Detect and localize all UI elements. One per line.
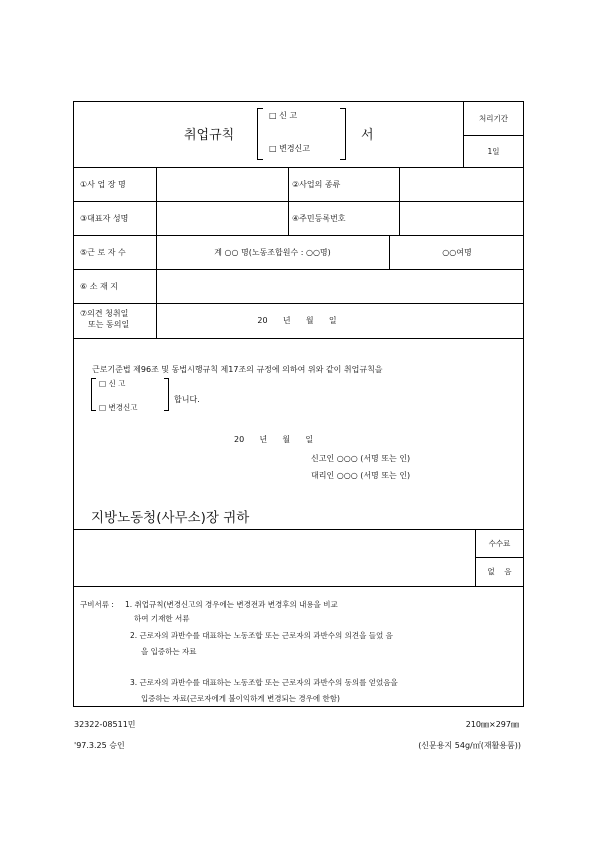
approval-date: '97.3.25 승인 — [74, 741, 125, 750]
documents-label: 구비서류 : — [80, 600, 114, 609]
paper-type: (신문용지 54g/㎡(재활용품)) — [418, 741, 521, 750]
title-option-change[interactable]: □ 변경신고 — [269, 144, 311, 153]
fee-value: 없 음 — [487, 567, 512, 576]
document-item-2: 2. 근로자의 과반수를 대표하는 노동조합 또는 근로자의 과반수의 의견을 들었 음 — [130, 631, 393, 640]
resident-number-field[interactable] — [400, 202, 523, 234]
worker-count-label: ⑤근 로 자 수 — [80, 247, 126, 257]
representative-name-field[interactable] — [157, 202, 288, 234]
opinion-date-field[interactable]: 20 년 월 일 — [257, 316, 337, 325]
resident-number-label: ④주민등록번호 — [292, 213, 346, 223]
female-worker-count-field[interactable]: ○○여명 — [442, 247, 472, 257]
agent-signature[interactable]: 대리인 ○○○ (서명 또는 인) — [311, 471, 411, 480]
report-date[interactable]: 20 년 월 일 — [234, 435, 314, 444]
body-bracket-right — [164, 378, 169, 411]
report-form — [73, 101, 524, 707]
paper-size: 210㎜×297㎜ — [465, 720, 519, 729]
representative-name-label: ③대표자 성명 — [80, 213, 129, 223]
document-item-3: 3. 근로자의 과반수를 대표하는 노동조합 또는 근로자의 과반수의 동의를 얻었음을 — [130, 678, 398, 687]
form-title-suffix: 서 — [361, 128, 374, 143]
body-option-change[interactable]: □ 변경신고 — [99, 403, 138, 412]
location-label: ⑥ 소 재 지 — [80, 281, 118, 291]
body-bracket-left — [91, 378, 96, 411]
form-title: 취업규칙 — [184, 128, 235, 143]
title-option-report[interactable]: □ 신 고 — [269, 111, 298, 120]
processing-period-value: 1일 — [487, 146, 500, 156]
reporter-signature[interactable]: 신고인 ○○○ (서명 또는 인) — [311, 454, 411, 463]
worker-count-field[interactable]: 계 ○○ 명(노동조합원수 : ○○명) — [214, 247, 331, 257]
opinion-date-label-line1: ⑦의견 청취일 — [80, 309, 129, 318]
document-item-1-cont: 하여 기재한 서류 — [134, 614, 190, 623]
workplace-name-label: ①사 업 장 명 — [80, 179, 126, 189]
report-sentence-ending: 합니다. — [174, 395, 200, 404]
document-item-1: 1. 취업규칙(변경신고의 경우에는 변경전과 변경후의 내용을 비교 — [125, 600, 338, 609]
document-item-2-cont: 을 입증하는 자료 — [141, 647, 197, 656]
report-sentence: 근로기준법 제96조 및 동법시행규칙 제17조의 규정에 의하여 위와 같이 취업규칙을 — [92, 365, 383, 374]
opinion-date-label — [80, 308, 129, 330]
workplace-name-field[interactable] — [157, 168, 288, 200]
document-item-3-cont: 입증하는 자료(근로자에게 불이익하게 변경되는 경우에 한함) — [141, 694, 340, 703]
addressee: 지방노동청(사무소)장 귀하 — [91, 510, 250, 526]
business-type-field[interactable] — [400, 168, 523, 200]
fee-label: 수수료 — [488, 538, 511, 548]
location-field[interactable] — [157, 270, 523, 302]
title-bracket-right — [340, 108, 346, 160]
title-bracket-left — [257, 108, 263, 160]
business-type-label: ②사업의 종류 — [292, 179, 341, 189]
form-code: 32322-08511민 — [74, 720, 136, 729]
body-option-report[interactable]: □ 신 고 — [99, 379, 126, 388]
processing-period-label: 처리기간 — [479, 114, 508, 123]
opinion-date-label-line2: 또는 동의일 — [88, 320, 130, 329]
